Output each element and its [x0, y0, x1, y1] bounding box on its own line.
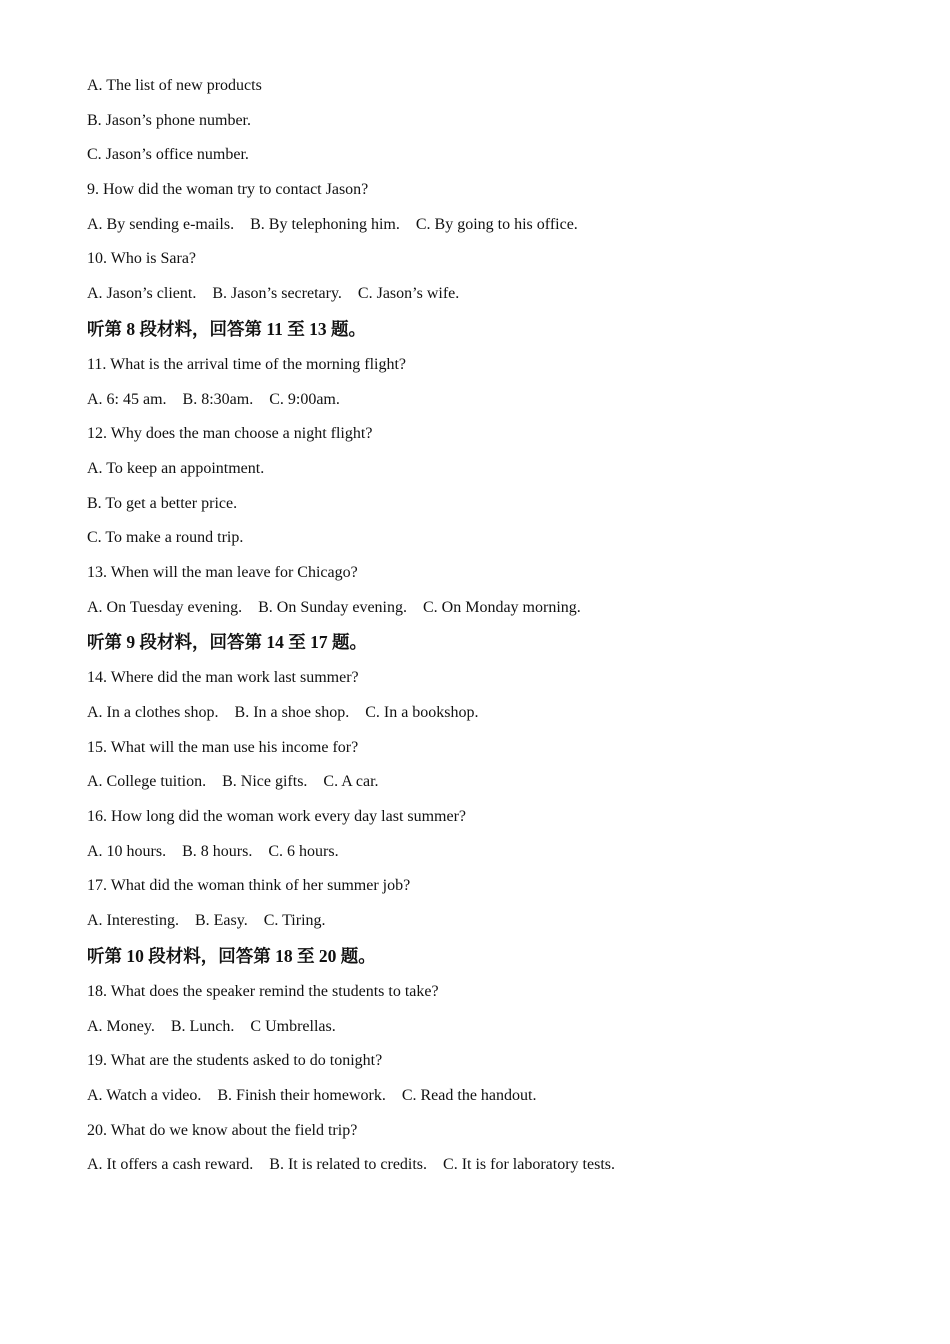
options-16: A. 10 hours. B. 8 hours. C. 6 hours. [87, 842, 339, 860]
option-12-a: A. To keep an appointment. [87, 459, 265, 477]
option-line: C. Jason’s office number. [87, 146, 249, 164]
question-19: 19. What are the students asked to do tonight? [87, 1052, 383, 1070]
question-9: 9. How did the woman try to contact Jason? [87, 181, 369, 199]
option-12-b: B. To get a better price. [87, 494, 238, 512]
section-heading-8: 听第 8 段材料，回答第 11 至 13 题。 [87, 318, 367, 339]
option-12-c: C. To make a round trip. [87, 529, 244, 547]
options-14: A. In a clothes shop. B. In a shoe shop. C. In a bookshop. [87, 704, 479, 721]
question-20: 20. What do we know about the field trip? [87, 1121, 358, 1139]
question-16: 16. How long did the woman work every day last summer? [87, 808, 467, 826]
exam-page [87, 72, 887, 1186]
option-line: A. The list of new products [87, 77, 262, 94]
option-line: B. Jason’s phone number. [87, 111, 251, 129]
question-13: 13. When will the man leave for Chicago? [87, 563, 358, 581]
options-17: A. Interesting. B. Easy. C. Tiring. [87, 912, 326, 930]
options-13: A. On Tuesday evening. B. On Sunday evening. C. On Monday morning. [87, 598, 581, 616]
question-18: 18. What does the speaker remind the students to take? [87, 982, 439, 1000]
options-19: A. Watch a video. B. Finish their homework. C. Read the handout. [87, 1086, 537, 1104]
options-15: A. College tuition. B. Nice gifts. C. A car. [87, 773, 379, 791]
section-heading-9: 听第 9 段材料，回答第 14 至 17 题。 [87, 632, 367, 653]
options-20: A. It offers a cash reward. B. It is related to credits. C. It is for laboratory tests. [87, 1156, 615, 1174]
options-18: A. Money. B. Lunch. C Umbrellas. [87, 1017, 336, 1035]
question-14: 14. Where did the man work last summer? [87, 669, 359, 687]
question-11: 11. What is the arrival time of the morning flight? [87, 355, 407, 373]
question-17: 17. What did the woman think of her summer job? [87, 877, 411, 895]
options-11: A. 6: 45 am. B. 8:30am. C. 9:00am. [87, 390, 340, 408]
options-9: A. By sending e-mails. B. By telephoning him. C. By going to his office. [87, 215, 578, 233]
options-10: A. Jason’s client. B. Jason’s secretary. C. Jason’s wife. [87, 285, 460, 303]
question-12: 12. Why does the man choose a night flight? [87, 425, 373, 443]
question-15: 15. What will the man use his income for? [87, 738, 359, 756]
question-10: 10. Who is Sara? [87, 250, 197, 268]
section-heading-10: 听第 10 段材料，回答第 18 至 20 题。 [87, 945, 376, 966]
